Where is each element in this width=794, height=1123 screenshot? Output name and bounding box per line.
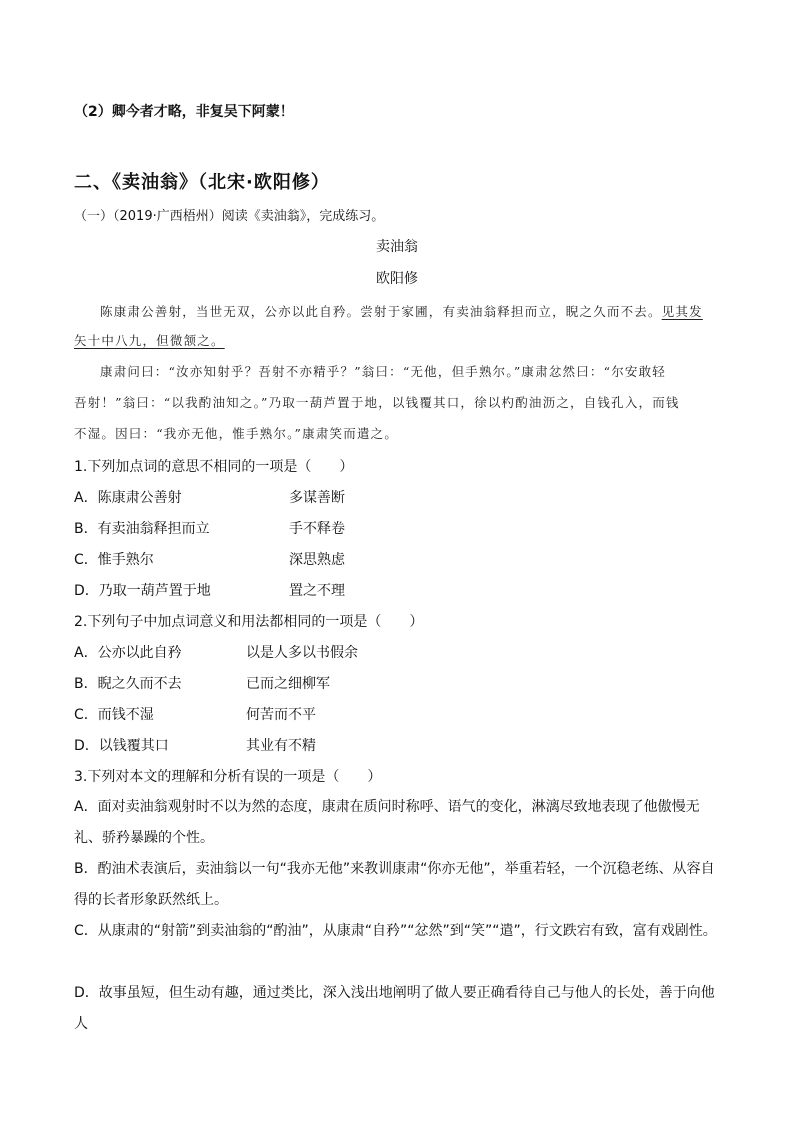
passage-paragraph-2-line-3: 不湿。因曰：“我亦无他，惟手熟尔。”康肃笑而遣之。 (74, 426, 399, 441)
question-2-option-c: C．而钱不湿 (74, 707, 154, 723)
question-1-option-a-pair: 多谋善断 (289, 490, 345, 506)
question-3-option-a: A．面对卖油翁观射时不以为然的态度，康肃在质问时称呼、语气的变化，淋漓尽致地表现了他傲慢无礼、骄矜暴躁的个性。 (74, 799, 700, 846)
passage-paragraph-1-line-1 (100, 302, 703, 320)
question-3-stem: 3.下列对本文的理解和分析有误的一项是（ ） (74, 769, 382, 785)
question-1-option-b: B．有卖油翁释担而立 (74, 521, 210, 537)
passage-author: 欧阳修 (376, 271, 418, 287)
question-2-option-a-pair: 以是人多以书假余 (246, 645, 358, 661)
passage-paragraph-2-line-1: 康肃问曰：“汝亦知射乎？吾射不亦精乎？”翁曰：“无他，但手熟尔。”康肃忿然曰：“尔安敢轻 (100, 364, 667, 379)
section-title: 二、《卖油翁》（北宋·欧阳修） (74, 172, 330, 193)
question-1-option-d-pair: 置之不理 (289, 583, 345, 599)
passage-underlined-text: 见其发 (661, 304, 703, 319)
question-2-option-b-pair: 已而之细柳军 (246, 676, 330, 692)
question-1-option-b-pair: 手不释卷 (289, 521, 345, 537)
exercise-intro: （一）（2019·广西梧州）阅读《卖油翁》，完成练习。 (74, 209, 385, 224)
question-1-option-c-pair: 深思熟虑 (289, 552, 345, 568)
passage-paragraph-1-line-2: 矢十中八九，但微颔之。 (74, 333, 225, 348)
question-1-stem: 1.下列加点词的意思不相同的一项是（ ） (74, 459, 354, 475)
question-3-option-b: B．酌油术表演后，卖油翁以一句“我亦无他”来教训康肃“你亦无他”，举重若轻，一个沉稳老练、从容自得的长者形象跃然纸上。 (74, 861, 715, 908)
question-3-option-d: D．故事虽短，但生动有趣，通过类比，深入浅出地阐明了做人要正确看待自己与他人的长处，善于向他人 (74, 985, 715, 1032)
question-2-option-a: A．公亦以此自矜 (74, 645, 182, 661)
passage-title: 卖油翁 (376, 239, 418, 255)
question-2-option-b: B．睨之久而不去 (74, 676, 182, 692)
passage-text: 陈康肃公善射，当世无双，公亦以此自矜。尝射于家圃，有卖油翁释担而立，睨之久而不去。 (100, 304, 662, 319)
question-1-option-d: D．乃取一葫芦置于地 (74, 583, 211, 599)
question-2-option-d-pair: 其业有不精 (246, 738, 316, 754)
question-3-option-c: C．从康肃的“射箭”到卖油翁的“酌油”，从康肃“自矜”“忿然”到“笑”“遣”，行文跌宕有致，富有戏剧性。 (74, 923, 717, 939)
question-1-option-a: A．陈康肃公善射 (74, 490, 182, 506)
question-2-stem: 2.下列句子中加点词意义和用法都相同的一项是（ ） (74, 614, 424, 630)
question-1-option-c: C．惟手熟尔 (74, 552, 154, 568)
question-2-option-d: D．以钱覆其口 (74, 738, 169, 754)
passage-paragraph-2-line-2: 吾射！”翁曰：“以我酌油知之。”乃取一葫芦置于地，以钱覆其口，徐以杓酌油沥之，自钱孔入，而钱 (74, 395, 680, 410)
previous-item-2: （2）卿今者才略，非复吴下阿蒙！ (74, 104, 294, 120)
question-2-option-c-pair: 何苦而不平 (246, 707, 316, 723)
